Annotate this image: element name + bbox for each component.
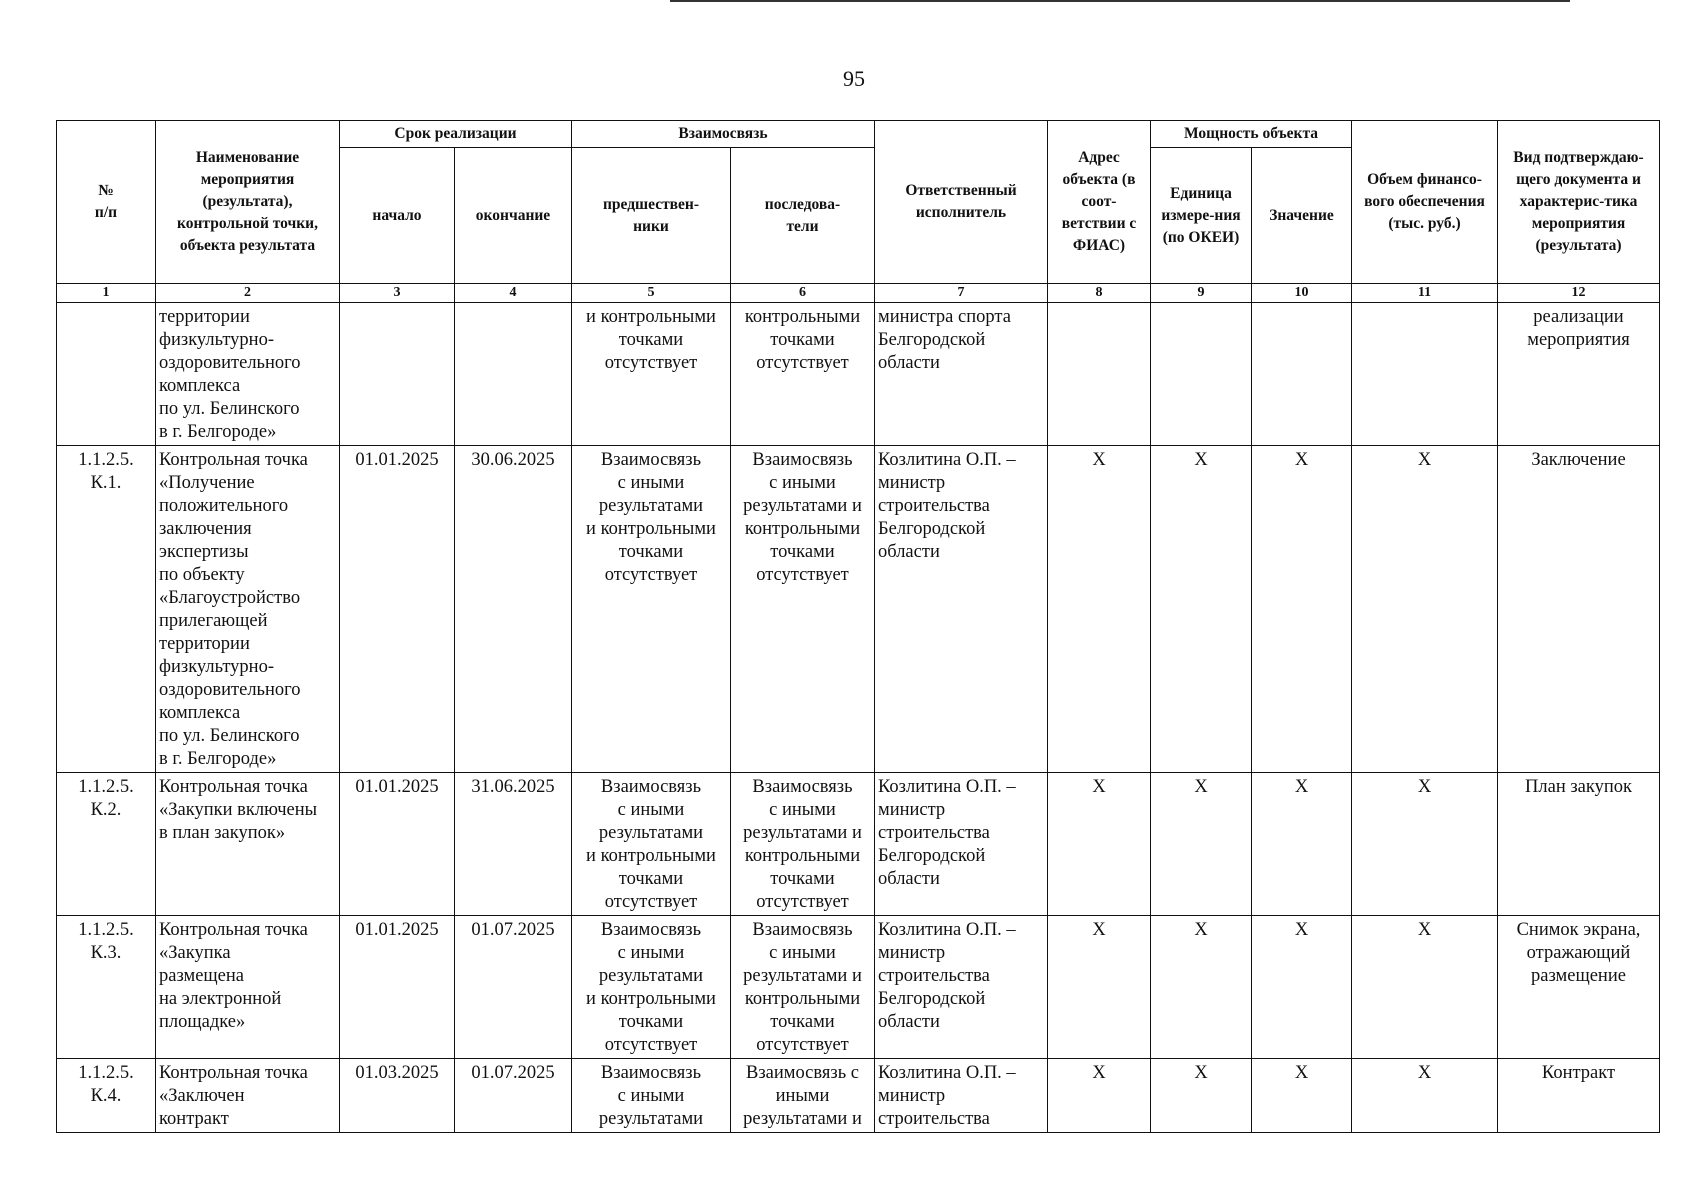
table-row [57, 916, 1660, 1059]
row-address: X [1048, 1059, 1151, 1133]
row-name: Контрольная точка «Заключен контракт [156, 1059, 340, 1133]
header-value: Значение [1252, 148, 1352, 284]
page-number: 95 [843, 66, 865, 91]
row-name: Контрольная точка «Закупка размещена на электронной площадке» [156, 916, 340, 1059]
row-successors: Взаимосвязь с иными результатами и [731, 1059, 875, 1133]
header-power-group: Мощность объекта [1151, 121, 1352, 148]
column-number: 11 [1352, 284, 1498, 303]
header-unit: Единица измере-ния (по ОКЕИ) [1151, 148, 1252, 284]
row-number: 1.1.2.5. К.3. [57, 916, 156, 1059]
column-number: 6 [731, 284, 875, 303]
row-document: План закупок [1498, 773, 1660, 916]
column-number: 2 [156, 284, 340, 303]
header-end: окончание [455, 148, 572, 284]
row-predecessors: Взаимосвязь с иными результатами и контрольными точками отсутствует [572, 773, 731, 916]
row-finance: X [1352, 916, 1498, 1059]
row-finance [1352, 303, 1498, 446]
row-name: Контрольная точка «Получение положительного заключения экспертизы по объекту «Благоустройство прилегающей территории физкультурно- оздоровительного комплекса по ул. Белинского в г. Белгороде» [156, 446, 340, 773]
row-end: 30.06.2025 [455, 446, 572, 773]
row-predecessors: Взаимосвязь с иными результатами [572, 1059, 731, 1133]
header-predecessors: предшествен- ники [572, 148, 731, 284]
header-term-group: Срок реализации [340, 121, 572, 148]
row-value: X [1252, 916, 1352, 1059]
row-number [57, 303, 156, 446]
top-rule [670, 0, 1570, 2]
header-responsible: Ответственный исполнитель [875, 121, 1048, 284]
header-document: Вид подтверждаю-щего документа и характерис-тика мероприятия (результата) [1498, 121, 1660, 284]
row-finance: X [1352, 446, 1498, 773]
table-row [57, 446, 1660, 773]
row-number: 1.1.2.5. К.2. [57, 773, 156, 916]
column-number: 10 [1252, 284, 1352, 303]
column-number: 7 [875, 284, 1048, 303]
row-value: X [1252, 1059, 1352, 1133]
row-successors: контрольными точками отсутствует [731, 303, 875, 446]
row-finance: X [1352, 773, 1498, 916]
row-address: X [1048, 773, 1151, 916]
row-responsible: Козлитина О.П. – министр строительства Белгородской области [875, 446, 1048, 773]
row-start: 01.03.2025 [340, 1059, 455, 1133]
header-start: начало [340, 148, 455, 284]
row-predecessors: Взаимосвязь с иными результатами и контрольными точками отсутствует [572, 446, 731, 773]
row-responsible: Козлитина О.П. – министр строительства [875, 1059, 1048, 1133]
column-number: 5 [572, 284, 731, 303]
row-start: 01.01.2025 [340, 916, 455, 1059]
row-successors: Взаимосвязь с иными результатами и контрольными точками отсутствует [731, 773, 875, 916]
row-responsible: Козлитина О.П. – министр строительства Белгородской области [875, 773, 1048, 916]
column-number: 8 [1048, 284, 1151, 303]
row-name: Контрольная точка «Закупки включены в план закупок» [156, 773, 340, 916]
row-document: Снимок экрана, отражающий размещение [1498, 916, 1660, 1059]
row-end [455, 303, 572, 446]
row-unit [1151, 303, 1252, 446]
header-name: Наименование мероприятия (результата), контрольной точки, объекта результата [156, 121, 340, 284]
row-responsible: министра спорта Белгородской области [875, 303, 1048, 446]
row-unit: X [1151, 1059, 1252, 1133]
column-number: 4 [455, 284, 572, 303]
column-number: 12 [1498, 284, 1660, 303]
row-document: Контракт [1498, 1059, 1660, 1133]
table-row [57, 773, 1660, 916]
header-number: № п/п [57, 121, 156, 284]
row-predecessors: и контрольными точками отсутствует [572, 303, 731, 446]
header-address: Адрес объекта (в соот-ветствии с ФИАС) [1048, 121, 1151, 284]
row-number: 1.1.2.5. К.4. [57, 1059, 156, 1133]
row-number: 1.1.2.5. К.1. [57, 446, 156, 773]
header-successors: последова- тели [731, 148, 875, 284]
row-responsible: Козлитина О.П. – министр строительства Белгородской области [875, 916, 1048, 1059]
column-number: 9 [1151, 284, 1252, 303]
row-address: X [1048, 446, 1151, 773]
row-value: X [1252, 773, 1352, 916]
row-start: 01.01.2025 [340, 773, 455, 916]
row-value [1252, 303, 1352, 446]
row-predecessors: Взаимосвязь с иными результатами и контрольными точками отсутствует [572, 916, 731, 1059]
row-finance: X [1352, 1059, 1498, 1133]
row-unit: X [1151, 446, 1252, 773]
row-value: X [1252, 446, 1352, 773]
header-finance: Объем финансо-вого обеспечения (тыс. руб.) [1352, 121, 1498, 284]
column-number: 1 [57, 284, 156, 303]
plan-table [56, 120, 1660, 1133]
row-document: Заключение [1498, 446, 1660, 773]
row-unit: X [1151, 773, 1252, 916]
row-successors: Взаимосвязь с иными результатами и контрольными точками отсутствует [731, 446, 875, 773]
row-address [1048, 303, 1151, 446]
row-end: 31.06.2025 [455, 773, 572, 916]
row-end: 01.07.2025 [455, 916, 572, 1059]
row-unit: X [1151, 916, 1252, 1059]
row-address: X [1048, 916, 1151, 1059]
row-successors: Взаимосвязь с иными результатами и контрольными точками отсутствует [731, 916, 875, 1059]
row-document: реализации мероприятия [1498, 303, 1660, 446]
row-name: территории физкультурно- оздоровительного комплекса по ул. Белинского в г. Белгороде» [156, 303, 340, 446]
header-link-group: Взаимосвязь [572, 121, 875, 148]
row-end: 01.07.2025 [455, 1059, 572, 1133]
row-start: 01.01.2025 [340, 446, 455, 773]
column-number: 3 [340, 284, 455, 303]
table-row [57, 303, 1660, 446]
row-start [340, 303, 455, 446]
table-row [57, 1059, 1660, 1133]
